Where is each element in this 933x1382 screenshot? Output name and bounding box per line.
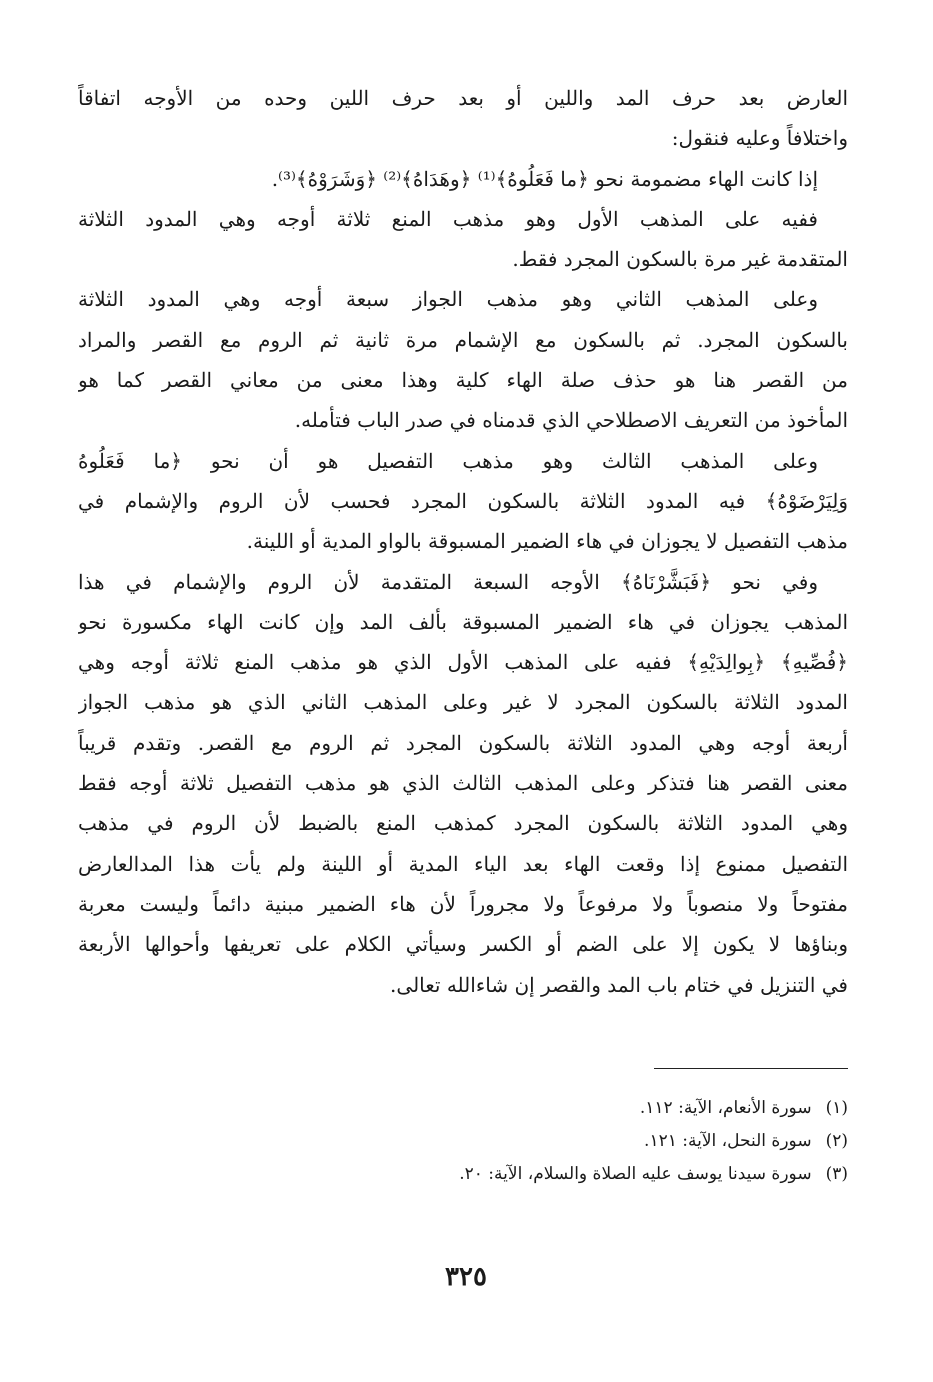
text-line-14: المذهب يجوزان في هاء الضمير المسبوقة بألف المد وإن كانت الهاء مكسورة نحو bbox=[78, 609, 848, 634]
text-line-4: ففيه على المذهب الأول وهو مذهب المنع ثلاثة أوجه وهي المدود الثلاثة bbox=[78, 206, 818, 231]
page-number: ٣٢٥ bbox=[445, 1262, 487, 1292]
text-line-22: وبناؤها لا يكون إلا على الضم أو الكسر وسيأتي الكلام على تعريفها وأحوالها الأربعة bbox=[78, 932, 848, 957]
text-line-21: مفتوحاً ولا منصوباً ولا مرفوعاً ولا مجروراً لأن هاء الضمير مبنية دائماً وليست معربة bbox=[78, 891, 848, 916]
text-line-23: في التنزيل في ختام باب المد والقصر إن شاءالله تعالى. bbox=[390, 972, 848, 997]
footnote-text: سورة الأنعام، الآية: ١١٢. bbox=[639, 1098, 812, 1118]
text-line-16: المدود الثلاثة بالسكون المجرد لا غير وعلى المذهب الثاني الذي هو مذهب الجواز bbox=[78, 690, 848, 715]
footnote-number: (١) bbox=[825, 1098, 848, 1118]
text-line-19: وهي المدود الثلاثة بالسكون المجرد كمذهب المنع بالضبط لأن الروم في مذهب bbox=[78, 811, 848, 836]
footnotes bbox=[300, 1092, 848, 1191]
footnote-3 bbox=[300, 1158, 848, 1191]
text-line-8: من القصر هنا هو حذف صلة الهاء كلية وهذا معنى من معاني القصر كما هو bbox=[78, 368, 848, 393]
text-line-2: واختلافاً وعليه فنقول: bbox=[671, 126, 848, 151]
text-line-5: المتقدمة غير مرة بالسكون المجرد فقط. bbox=[512, 247, 848, 272]
text-line-6: وعلى المذهب الثاني وهو مذهب الجواز سبعة أوجه وهي المدود الثلاثة bbox=[78, 287, 818, 312]
footnote-separator bbox=[654, 1068, 848, 1069]
text-line-18: معنى القصر هنا فتذكر وعلى المذهب الثالث الذي هو مذهب التفصيل ثلاثة أوجه فقط bbox=[78, 771, 848, 796]
text-line-11: وَلِيَرْضَوْهُ﴾ فيه المدود الثلاثة بالسكون المجرد فحسب لأن الروم والإشمام في bbox=[78, 488, 848, 513]
text-line-20: التفصيل ممنوع إذا وقعت الهاء بعد الياء المدية أو اللينة ولم يأت هذا المدالعارض bbox=[78, 851, 848, 876]
text-line-15: ﴿فُصِّيهِ﴾ ﴿بِوالِدَيْهِ﴾ ففيه على المذهب الأول الذي هو مذهب المنع ثلاثة أوجه وهي bbox=[78, 650, 848, 675]
footnote-number: (٣) bbox=[825, 1164, 848, 1184]
text-line-17: أربعة أوجه وهي المدود الثلاثة بالسكون المجرد ثم الروم مع القصر. وتقدم قريباً bbox=[78, 730, 848, 755]
text-line-1: العارض بعد حرف المد واللين أو بعد حرف اللين وحده من الأوجه اتفاقاً bbox=[78, 86, 848, 110]
text-line-13: وفي نحو ﴿فَبَشَّرْنَاهُ﴾ الأوجه السبعة المتقدمة لأن الروم والإشمام في هذا bbox=[78, 569, 818, 594]
text-line-10: وعلى المذهب الثالث وهو مذهب التفصيل هو أن نحو ﴿ما فَعَلُوهُ bbox=[78, 448, 818, 473]
footnote-1 bbox=[300, 1092, 848, 1125]
footnote-text: سورة النحل، الآية: ١٢١. bbox=[644, 1131, 812, 1151]
main-text bbox=[78, 78, 848, 1005]
footnote-number: (٢) bbox=[825, 1131, 848, 1151]
text-line-7: بالسكون المجرد. ثم بالسكون مع الإشمام مرة ثانية ثم الروم مع القصر والمراد bbox=[78, 327, 848, 352]
footnote-text: سورة سيدنا يوسف عليه الصلاة والسلام، الآية: ٢٠. bbox=[459, 1164, 812, 1184]
text-line-12: مذهب التفصيل لا يجوزان في هاء الضمير المسبوقة بالواو المدية أو اللينة. bbox=[246, 529, 848, 554]
footnote-2 bbox=[300, 1125, 848, 1158]
text-line-9: المأخوذ من التعريف الاصطلاحي الذي قدمناه في صدر الباب فتأمله. bbox=[294, 408, 848, 433]
text-line-3: إذا كانت الهاء مضمومة نحو ﴿ما فَعَلُوهُ﴾⁽¹⁾ ﴿وهَدَاهُ﴾⁽²⁾ ﴿وَشَرَوْهُ﴾⁽³⁾. bbox=[271, 166, 818, 191]
